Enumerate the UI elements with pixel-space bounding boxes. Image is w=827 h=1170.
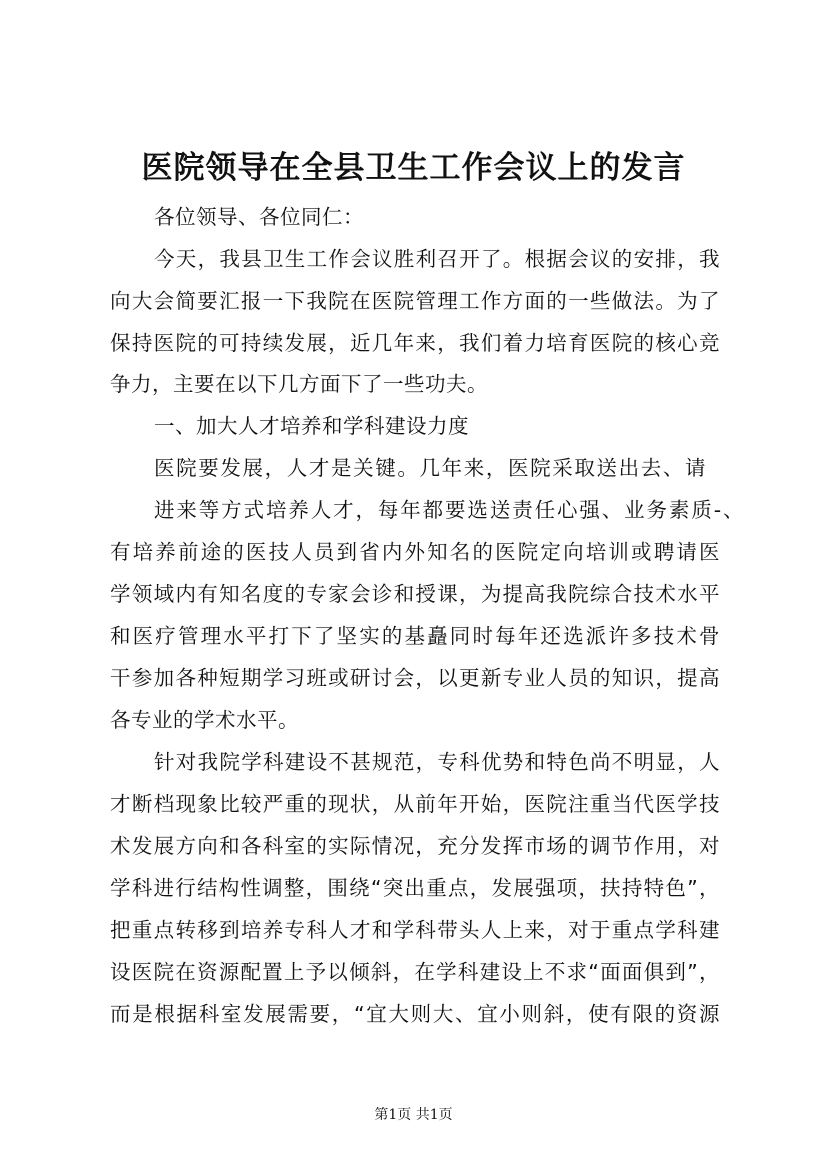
paragraph-line: 而是根据科室发展需要，“宜大则大、宜小则斜，使有限的资源 xyxy=(110,1002,720,1026)
paragraph-line: 保持医院的可持续发展，近几年来，我们着力培育医院的核心竞 xyxy=(110,331,720,355)
paragraph-line: 学科进行结构性调整，围绕“突出重点，发展强项，扶持特色”， xyxy=(110,876,720,900)
section-heading: 一、加大人才培养和学科建设力度 xyxy=(154,414,469,438)
page-footer: 第1页 共1页 xyxy=(374,1107,453,1123)
paragraph-line: 医院要发展，人才是关键。几年来，医院采取送出去、请 xyxy=(154,456,706,480)
salutation: 各位领导、各位同仁： xyxy=(154,205,364,229)
paragraph-line: 有培养前途的医技人员到省内外知名的医院定向培训或聘请医 xyxy=(110,540,720,564)
paragraph-line: 向大会简要汇报一下我院在医院管理工作方面的一些做法。为了 xyxy=(110,289,720,313)
document-title: 医院领导在全县卫生工作会议上的发言 xyxy=(141,150,686,186)
paragraph-line: 设医院在资源配置上予以倾斜，在学科建设上不求“面面俱到”， xyxy=(110,960,720,984)
paragraph-line: 各专业的学术水平。 xyxy=(110,708,299,732)
paragraph-line: 争力，主要在以下几方面下了一些功夫。 xyxy=(110,372,488,396)
paragraph-line: 进来等方式培养人才，每年都要选送责任心强、业务素质-、 xyxy=(154,498,744,522)
paragraph-line: 才断档现象比较严重的现状，从前年开始，医院注重当代医学技 xyxy=(110,792,720,816)
paragraph-line: 学领域内有知名度的专家会诊和授课，为提高我院综合技术水平 xyxy=(110,582,720,606)
paragraph-line: 针对我院学科建设不甚规范，专科优势和特色尚不明显，人 xyxy=(154,750,720,774)
paragraph-line: 术发展方向和各科室的实际情况，充分发挥市场的调节作用，对 xyxy=(110,834,720,858)
paragraph-line: 干参加各种短期学习班或研讨会，以更新专业人员的知识，提高 xyxy=(110,666,720,690)
paragraph-line: 把重点转移到培养专科人才和学科带头人上来，对于重点学科建 xyxy=(110,918,720,942)
paragraph-line: 今天，我县卫生工作会议胜利召开了。根据会议的安排，我 xyxy=(154,247,720,271)
paragraph-line: 和医疗管理水平打下了坚实的基矗同时每年还选派许多技术骨 xyxy=(110,624,720,648)
